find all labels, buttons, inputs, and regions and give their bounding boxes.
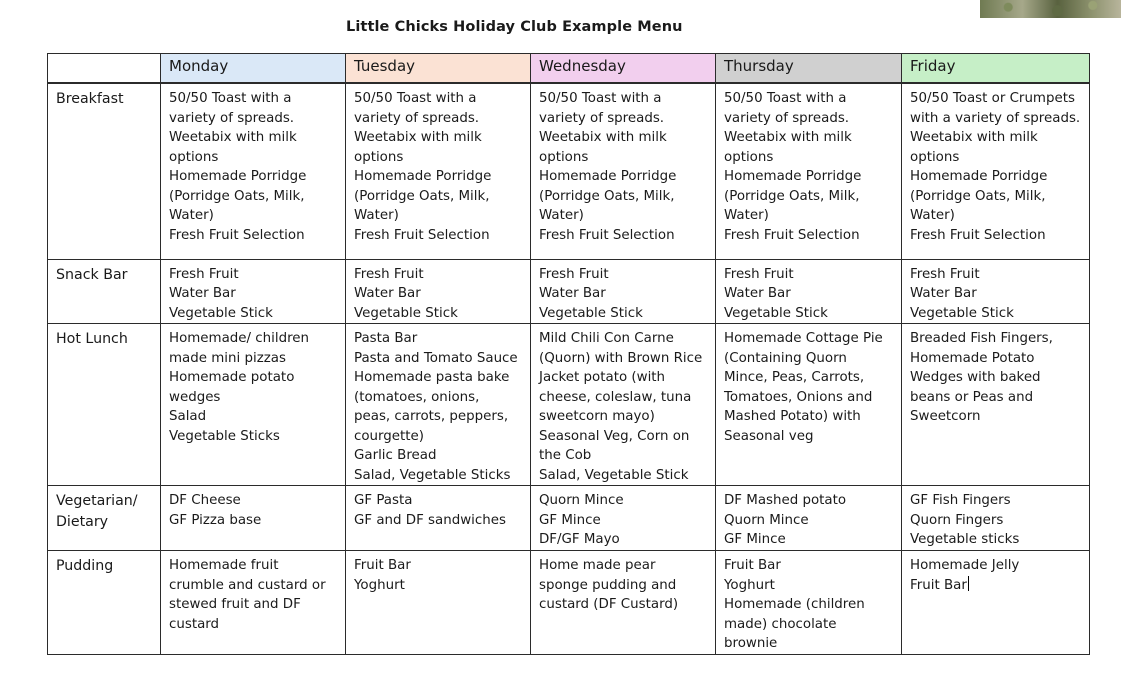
- cell-snack-wednesday: Fresh Fruit Water Bar Vegetable Stick: [531, 259, 716, 324]
- cell-lunch-thursday: Homemade Cottage Pie (Containing Quorn Mince, Peas, Carrots, Tomatoes, Onions and Mashed Potato) with Seasonal veg: [716, 324, 902, 486]
- cell-dietary-friday: GF Fish Fingers Quorn Fingers Vegetable sticks: [902, 486, 1090, 551]
- cell-pudding-friday-text: Homemade Jelly Fruit Bar: [910, 558, 1020, 593]
- cell-pudding-thursday: Fruit Bar Yoghurt Homemade (children made) chocolate brownie: [716, 551, 902, 655]
- row-label-vegetarian-dietary: Vegetarian/ Dietary: [48, 486, 161, 551]
- document-title: Little Chicks Holiday Club Example Menu: [346, 19, 683, 35]
- header-thursday: Thursday: [716, 54, 902, 84]
- cell-dietary-wednesday: Quorn Mince GF Mince DF/GF Mayo: [531, 486, 716, 551]
- row-label-breakfast: Breakfast: [48, 83, 161, 259]
- cell-breakfast-tuesday: 50/50 Toast with a variety of spreads. Weetabix with milk options Homemade Porridge (Porridge Oats, Milk, Water) Fresh Fruit Selection: [346, 83, 531, 259]
- corner-photo-image: [980, 0, 1121, 18]
- header-monday: Monday: [161, 54, 346, 84]
- cell-dietary-monday: DF Cheese GF Pizza base: [161, 486, 346, 551]
- cell-snack-monday: Fresh Fruit Water Bar Vegetable Stick: [161, 259, 346, 324]
- cell-lunch-friday: Breaded Fish Fingers, Homemade Potato Wedges with baked beans or Peas and Sweetcorn: [902, 324, 1090, 486]
- cell-breakfast-monday: 50/50 Toast with a variety of spreads. Weetabix with milk options Homemade Porridge (Porridge Oats, Milk, Water) Fresh Fruit Selection: [161, 83, 346, 259]
- row-hot-lunch: [48, 324, 1090, 486]
- row-label-pudding: Pudding: [48, 551, 161, 655]
- cell-pudding-monday: Homemade fruit crumble and custard or stewed fruit and DF custard: [161, 551, 346, 655]
- header-empty-cell: [48, 54, 161, 84]
- row-label-hot-lunch: Hot Lunch: [48, 324, 161, 486]
- row-vegetarian-dietary: [48, 486, 1090, 551]
- header-row: [48, 54, 1090, 84]
- cell-pudding-tuesday: Fruit Bar Yoghurt: [346, 551, 531, 655]
- cell-lunch-tuesday: Pasta Bar Pasta and Tomato Sauce Homemade pasta bake (tomatoes, onions, peas, carrots, peppers, courgette) Garlic Bread Salad, Vegetable Sticks: [346, 324, 531, 486]
- row-breakfast: [48, 83, 1090, 259]
- cell-breakfast-wednesday: 50/50 Toast with a variety of spreads. Weetabix with milk options Homemade Porridge (Porridge Oats, Milk, Water) Fresh Fruit Selection: [531, 83, 716, 259]
- cell-dietary-tuesday: GF Pasta GF and DF sandwiches: [346, 486, 531, 551]
- row-pudding: [48, 551, 1090, 655]
- cell-lunch-wednesday: Mild Chili Con Carne (Quorn) with Brown Rice Jacket potato (with cheese, coleslaw, tuna sweetcorn mayo) Seasonal Veg, Corn on the Cob Salad, Vegetable Stick: [531, 324, 716, 486]
- cell-breakfast-thursday: 50/50 Toast with a variety of spreads. Weetabix with milk options Homemade Porridge (Porridge Oats, Milk, Water) Fresh Fruit Selection: [716, 83, 902, 259]
- cell-snack-thursday: Fresh Fruit Water Bar Vegetable Stick: [716, 259, 902, 324]
- cell-breakfast-friday: 50/50 Toast or Crumpets with a variety of spreads. Weetabix with milk options Homemade Porridge (Porridge Oats, Milk, Water) Fresh Fruit Selection: [902, 83, 1090, 259]
- row-snack-bar: [48, 259, 1090, 324]
- row-label-snack-bar: Snack Bar: [48, 259, 161, 324]
- header-tuesday: Tuesday: [346, 54, 531, 84]
- cell-lunch-monday: Homemade/ children made mini pizzas Homemade potato wedges Salad Vegetable Sticks: [161, 324, 346, 486]
- header-wednesday: Wednesday: [531, 54, 716, 84]
- cell-pudding-wednesday: Home made pear sponge pudding and custard (DF Custard): [531, 551, 716, 655]
- cell-snack-friday: Fresh Fruit Water Bar Vegetable Stick: [902, 259, 1090, 324]
- menu-table: [47, 53, 1090, 655]
- text-cursor: [968, 576, 969, 591]
- cell-snack-tuesday: Fresh Fruit Water Bar Vegetable Stick: [346, 259, 531, 324]
- cell-dietary-thursday: DF Mashed potato Quorn Mince GF Mince: [716, 486, 902, 551]
- header-friday: Friday: [902, 54, 1090, 84]
- cell-pudding-friday[interactable]: [902, 551, 1090, 655]
